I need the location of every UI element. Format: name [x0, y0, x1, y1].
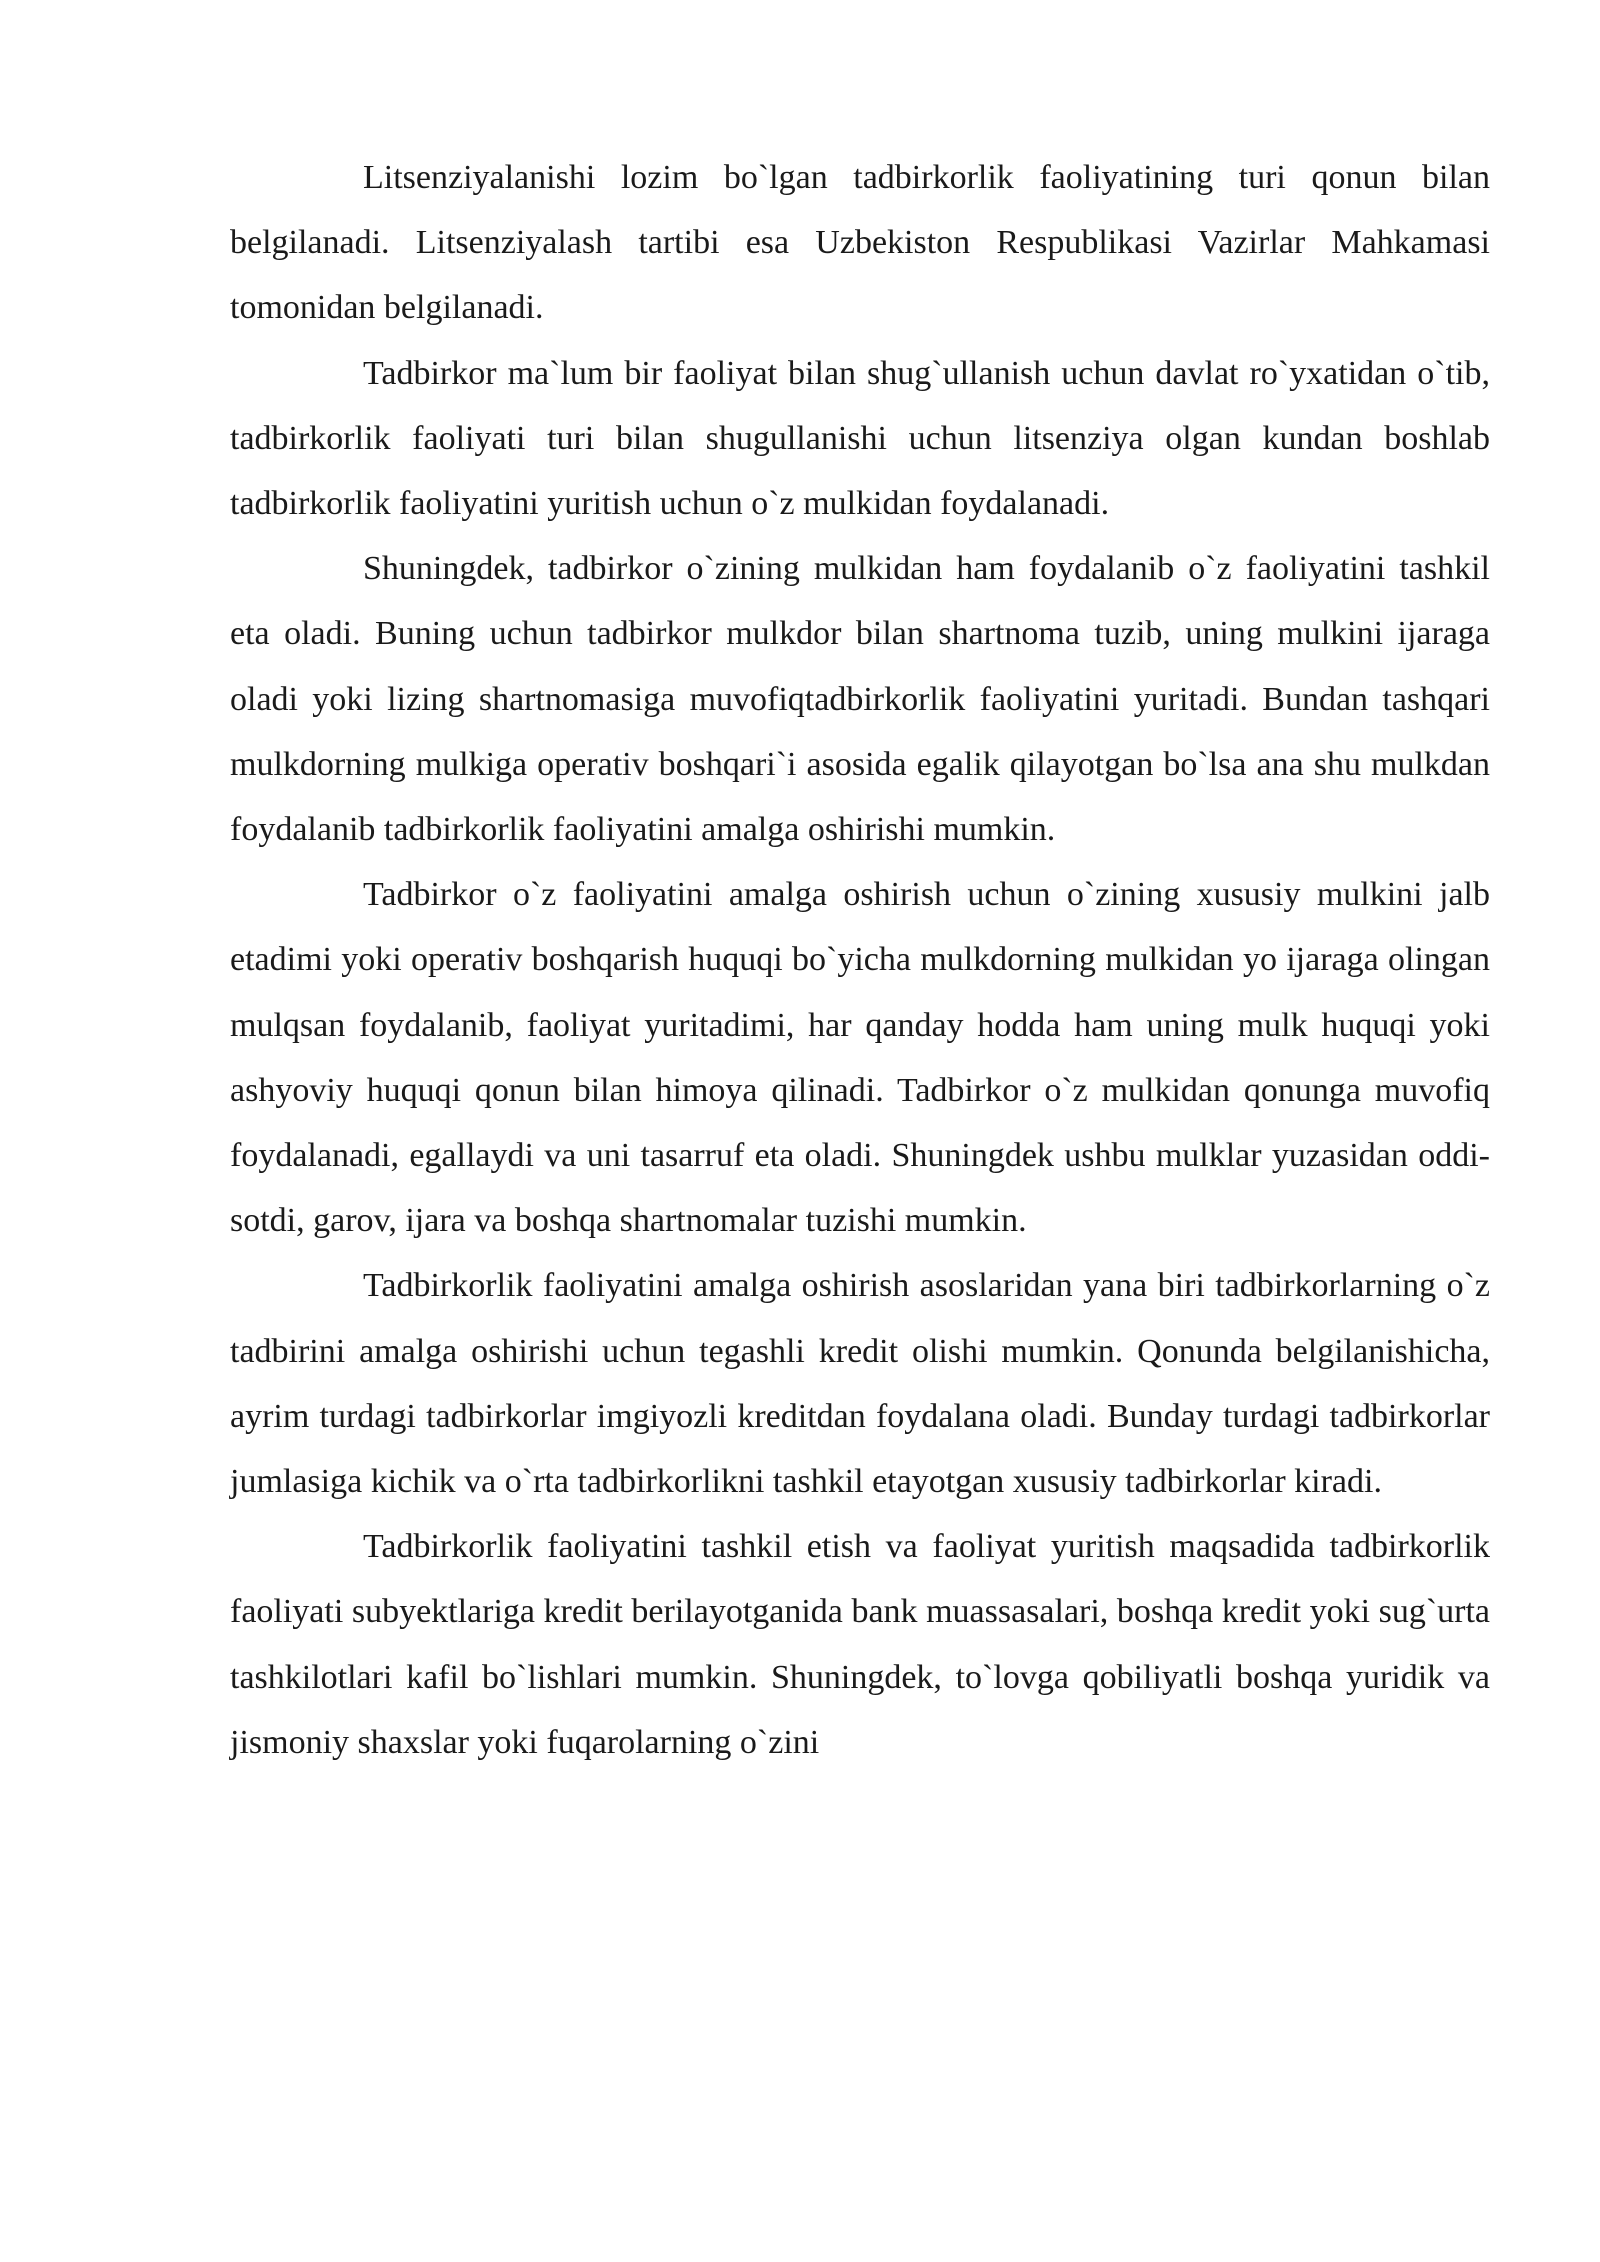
paragraph-3: Shuningdek, tadbirkor o`zining mulkidan ham foydalanib o`z faoliyatini tashkil eta oladi. Buning uchun tadbirkor mulkdor bilan shartnoma tuzib, uning mulkini ijaraga oladi yoki lizing shartnomasiga muvofiqtadbirkorlik faoliyatini yuritadi. Bundan tashqari mulkdorning mulkiga operativ boshqari`i asosida egalik qilayotgan bo`lsa ana shu mulkdan foydalanib tadbirkorlik faoliyatini amalga oshirishi mumkin.	[230, 550, 1490, 849]
paragraph-5: Tadbirkorlik faoliyatini amalga oshirish asoslaridan yana biri tadbirkorlarning o`z tadbirini amalga oshirishi uchun tegashli kredit olishi mumkin. Qonunda belgilanishicha, ayrim turdagi tadbirkorlar imgiyozli kreditdan foydalana oladi. Bunday turdagi tadbirkorlar jumlasiga kichik va o`rta tadbirkorlikni tashkil etayotgan xususiy tadbirkorlar kiradi.	[230, 1267, 1490, 1501]
paragraph-2: Tadbirkor ma`lum bir faoliyat bilan shug`ullanish uchun davlat ro`yxatidan o`tib, tadbirkorlik faoliyati turi bilan shugullanishi uchun litsenziya olgan kundan boshlab tadbirkorlik faoliyatini yuritish uchun o`z mulkidan foydalanadi.	[230, 354, 1490, 523]
paragraph-4: Tadbirkor o`z faoliyatini amalga oshirish uchun o`zining xususiy mulkini jalb etadimi yoki operativ boshqarish huquqi bo`yicha mulkdorning mulkidan yo ijaraga olingan mulqsan foydalanib, faoliyat yuritadimi, har qanday hodda ham uning mulk huquqi yoki ashyoviy huquqi qonun bilan himoya qilinadi. Tadbirkor o`z mulkidan qonunga muvofiq foydalanadi, egallaydi va uni tasarruf eta oladi. Shuningdek ushbu mulklar yuzasidan oddi-sotdi, garov, ijara va boshqa shartnomalar tuzishi mumkin.	[230, 876, 1490, 1240]
paragraph-6: Tadbirkorlik faoliyatini tashkil etish va faoliyat yuritish maqsadida tadbirkorlik faoliyati subyektlariga kredit berilayotganida bank muassasalari, boshqa kredit yoki sug`urta tashkilotlari kafil bo`lishlari mumkin. Shuningdek, to`lovga qobiliyatli boshqa yuridik va jismoniy shaxslar yoki fuqarolarning o`zini	[230, 1528, 1490, 1761]
document-body	[230, 145, 1490, 1775]
paragraph-1: Litsenziyalanishi lozim bo`lgan tadbirkorlik faoliyatining turi qonun bilan belgilanadi. Litsenziyalash tartibi esa Uzbekiston Respublikasi Vazirlar Mahkamasi tomonidan belgilanadi.	[230, 159, 1490, 327]
